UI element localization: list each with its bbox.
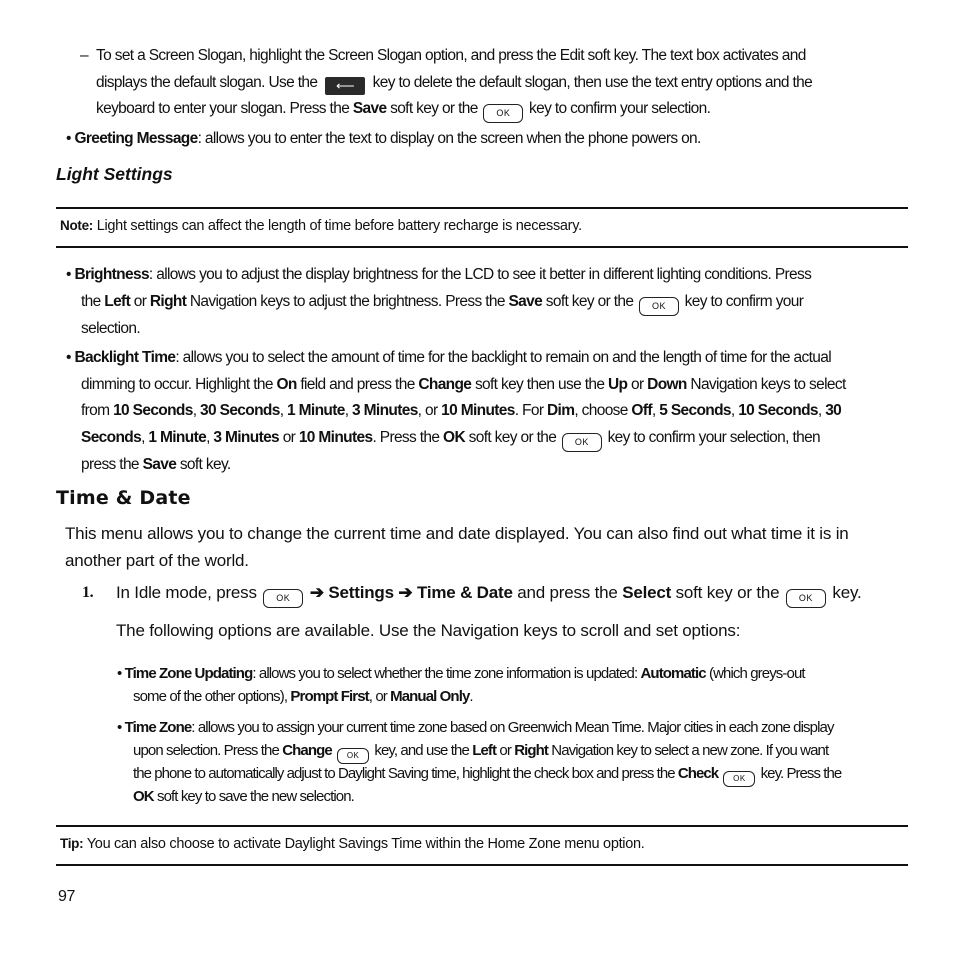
text: dimming to occur. Highlight the	[81, 376, 277, 393]
backlight-line-4	[81, 429, 820, 452]
text: Save	[508, 293, 543, 310]
text: 30	[825, 402, 842, 419]
bullet: •	[117, 719, 122, 736]
time-date-heading: Time & Date	[56, 487, 191, 509]
tz-updating-line-1	[117, 665, 805, 682]
note-text: Light settings can affect the length of time before battery recharge is necessary.	[93, 218, 582, 234]
text: upon selection. Press the	[133, 742, 283, 759]
text: the	[81, 293, 105, 310]
text: from	[81, 402, 114, 419]
backlight-line-5	[81, 456, 231, 474]
text: , or	[417, 402, 442, 419]
text: Left	[472, 742, 497, 759]
text: ,	[141, 429, 149, 446]
text: field and press the	[296, 376, 419, 393]
ok-key-icon: OK	[723, 771, 755, 787]
arrow-icon: ➔	[305, 583, 329, 602]
text: Settings	[328, 583, 394, 602]
brightness-line-3: selection.	[81, 320, 140, 337]
text: , or	[368, 688, 391, 705]
text: soft key or the	[386, 100, 482, 117]
text: 10 Seconds	[738, 402, 818, 419]
tip-bottom-rule	[56, 864, 908, 866]
greeting-bullet-item	[66, 130, 701, 148]
bullet: •	[117, 665, 122, 682]
text: key to confirm your selection.	[525, 100, 711, 117]
text: : allows you to select whether the time zone information is updated:	[252, 665, 641, 682]
tip	[60, 836, 645, 852]
text: Edit	[559, 47, 584, 64]
page-number: 97	[58, 888, 76, 905]
tip-text: You can also choose to activate Daylight Savings Time within the Home Zone menu option.	[83, 836, 645, 852]
text: ,	[344, 402, 353, 419]
text: some of the other options),	[133, 688, 291, 705]
step-1-text	[116, 583, 862, 608]
text: Navigation key to select a new zone. If you want	[548, 742, 829, 759]
text: or	[496, 742, 515, 759]
text: key.	[827, 583, 862, 602]
text: Select	[622, 583, 672, 602]
text: Right	[149, 293, 187, 310]
text: Prompt First	[290, 688, 369, 705]
text: 3 Minutes	[352, 402, 418, 419]
text: . Press the	[372, 429, 444, 446]
text: soft key. The text box activates and	[583, 47, 806, 64]
time-zone-line-3	[133, 765, 841, 787]
tz-updating-line-2	[133, 688, 473, 705]
text: soft key to save the new selection.	[153, 788, 354, 805]
text: Down	[647, 376, 687, 393]
text: Off	[631, 402, 652, 419]
note-top-rule	[56, 207, 908, 209]
text: option, and press the	[421, 47, 560, 64]
slogan-dash: –	[80, 47, 88, 64]
text: ,	[651, 402, 660, 419]
text: : allows you to enter the text to display on the screen when the phone powers on.	[197, 130, 701, 147]
text: (which greys-out	[705, 665, 805, 682]
text: ,	[206, 429, 214, 446]
text: Up	[607, 376, 628, 393]
bullet: •	[66, 266, 71, 283]
step-1-number: 1.	[82, 584, 94, 601]
slogan-line-3	[96, 100, 710, 123]
text: 30 Seconds	[200, 402, 280, 419]
text: ,	[730, 402, 739, 419]
text: Screen Slogan	[328, 47, 422, 64]
light-settings-heading: Light Settings	[56, 164, 173, 184]
text: Navigation keys to select	[686, 376, 846, 393]
back-key-icon: ⟵	[325, 77, 365, 95]
note-bottom-rule	[56, 246, 908, 248]
time-zone-line-1	[117, 719, 834, 736]
bullet: •	[66, 130, 71, 147]
text: or	[130, 293, 150, 310]
text: . For	[514, 402, 548, 419]
text: displays the default slogan. Use the	[96, 74, 321, 91]
text: Dim	[547, 402, 575, 419]
text: Right	[514, 742, 549, 759]
text: soft key.	[176, 456, 231, 473]
text: Time & Date	[416, 583, 513, 602]
text: .	[469, 688, 473, 705]
ok-key-icon: OK	[639, 297, 679, 316]
time-zone-line-2	[133, 742, 828, 764]
term: Time Zone Updating	[124, 665, 253, 682]
text: Save	[142, 456, 177, 473]
tip-top-rule	[56, 825, 908, 827]
slogan-line-1	[96, 47, 806, 65]
backlight-line-3	[81, 402, 841, 420]
text: : allows you to assign your current time zone based on Greenwich Mean Time. Major cities in each zone display	[191, 719, 834, 736]
ok-key-icon: OK	[483, 104, 523, 123]
slogan-line-2	[96, 74, 812, 95]
text: Automatic	[640, 665, 706, 682]
text: 10 Seconds	[113, 402, 193, 419]
text: Seconds	[81, 429, 142, 446]
text: soft key or the	[542, 293, 638, 310]
term: Brightness	[74, 266, 149, 283]
term: Greeting Message	[74, 130, 198, 147]
text: Check	[677, 765, 719, 782]
brightness-line-1	[66, 266, 811, 284]
backlight-line-1	[66, 349, 831, 367]
text: ,	[279, 402, 288, 419]
text: Manual Only	[390, 688, 470, 705]
text: Change	[282, 742, 332, 759]
text: Save	[352, 100, 387, 117]
text: In Idle mode, press	[116, 583, 262, 602]
arrow-icon: ➔	[393, 583, 417, 602]
text: soft key or the	[671, 583, 784, 602]
text: Change	[418, 376, 472, 393]
intro-line-1: This menu allows you to change the current time and date displayed. You can also find out what time it is in	[65, 524, 849, 543]
text: 1 Minute	[287, 402, 345, 419]
text: press the	[81, 456, 143, 473]
text: 10 Minutes	[298, 429, 373, 446]
text: 3 Minutes	[213, 429, 280, 446]
ok-key-icon: OK	[562, 433, 602, 452]
text: key. Press the	[757, 765, 842, 782]
intro-line-2: another part of the world.	[65, 551, 249, 570]
text: key to confirm your selection, then	[603, 429, 821, 446]
text: 5 Seconds	[659, 402, 731, 419]
step-1-following: The following options are available. Use the Navigation keys to scroll and set options:	[116, 621, 741, 640]
text: : allows you to adjust the display brightness for the LCD to see it better in different lighting conditions. Press	[148, 266, 812, 283]
ok-key-icon: OK	[786, 589, 826, 608]
bullet: •	[66, 349, 71, 366]
term: Backlight Time	[74, 349, 176, 366]
text: ,	[192, 402, 201, 419]
text: ,	[817, 402, 826, 419]
text: soft key then use the	[471, 376, 608, 393]
text: or	[627, 376, 648, 393]
text: OK	[133, 788, 154, 805]
brightness-line-2	[81, 293, 803, 316]
text: To set a Screen Slogan, highlight the	[96, 47, 329, 64]
note	[60, 218, 582, 234]
text: OK	[443, 429, 465, 446]
text: key to confirm your	[681, 293, 804, 310]
text: On	[276, 376, 297, 393]
time-zone-line-4	[133, 788, 354, 805]
text: 1 Minute	[148, 429, 207, 446]
text: , choose	[574, 402, 632, 419]
text: or	[279, 429, 299, 446]
ok-key-icon: OK	[337, 748, 369, 764]
text: key to delete the default slogan, then use the text entry options and the	[368, 74, 813, 91]
text: keyboard to enter your slogan. Press the	[96, 100, 353, 117]
term: Time Zone	[124, 719, 192, 736]
note-label: Note:	[60, 218, 93, 233]
text: 10 Minutes	[441, 402, 515, 419]
text: : allows you to select the amount of time for the backlight to remain on and the length of time for the actual	[175, 349, 832, 366]
text: soft key or the	[464, 429, 560, 446]
text: Left	[104, 293, 131, 310]
text: and press the	[512, 583, 623, 602]
tip-label: Tip:	[60, 836, 84, 851]
text: Navigation keys to adjust the brightness. Press the	[186, 293, 509, 310]
backlight-line-2	[81, 376, 846, 394]
text: the phone to automatically adjust to Daylight Saving time, highlight the check box and press the	[133, 765, 678, 782]
ok-key-icon: OK	[263, 589, 303, 608]
text: key, and use the	[371, 742, 473, 759]
